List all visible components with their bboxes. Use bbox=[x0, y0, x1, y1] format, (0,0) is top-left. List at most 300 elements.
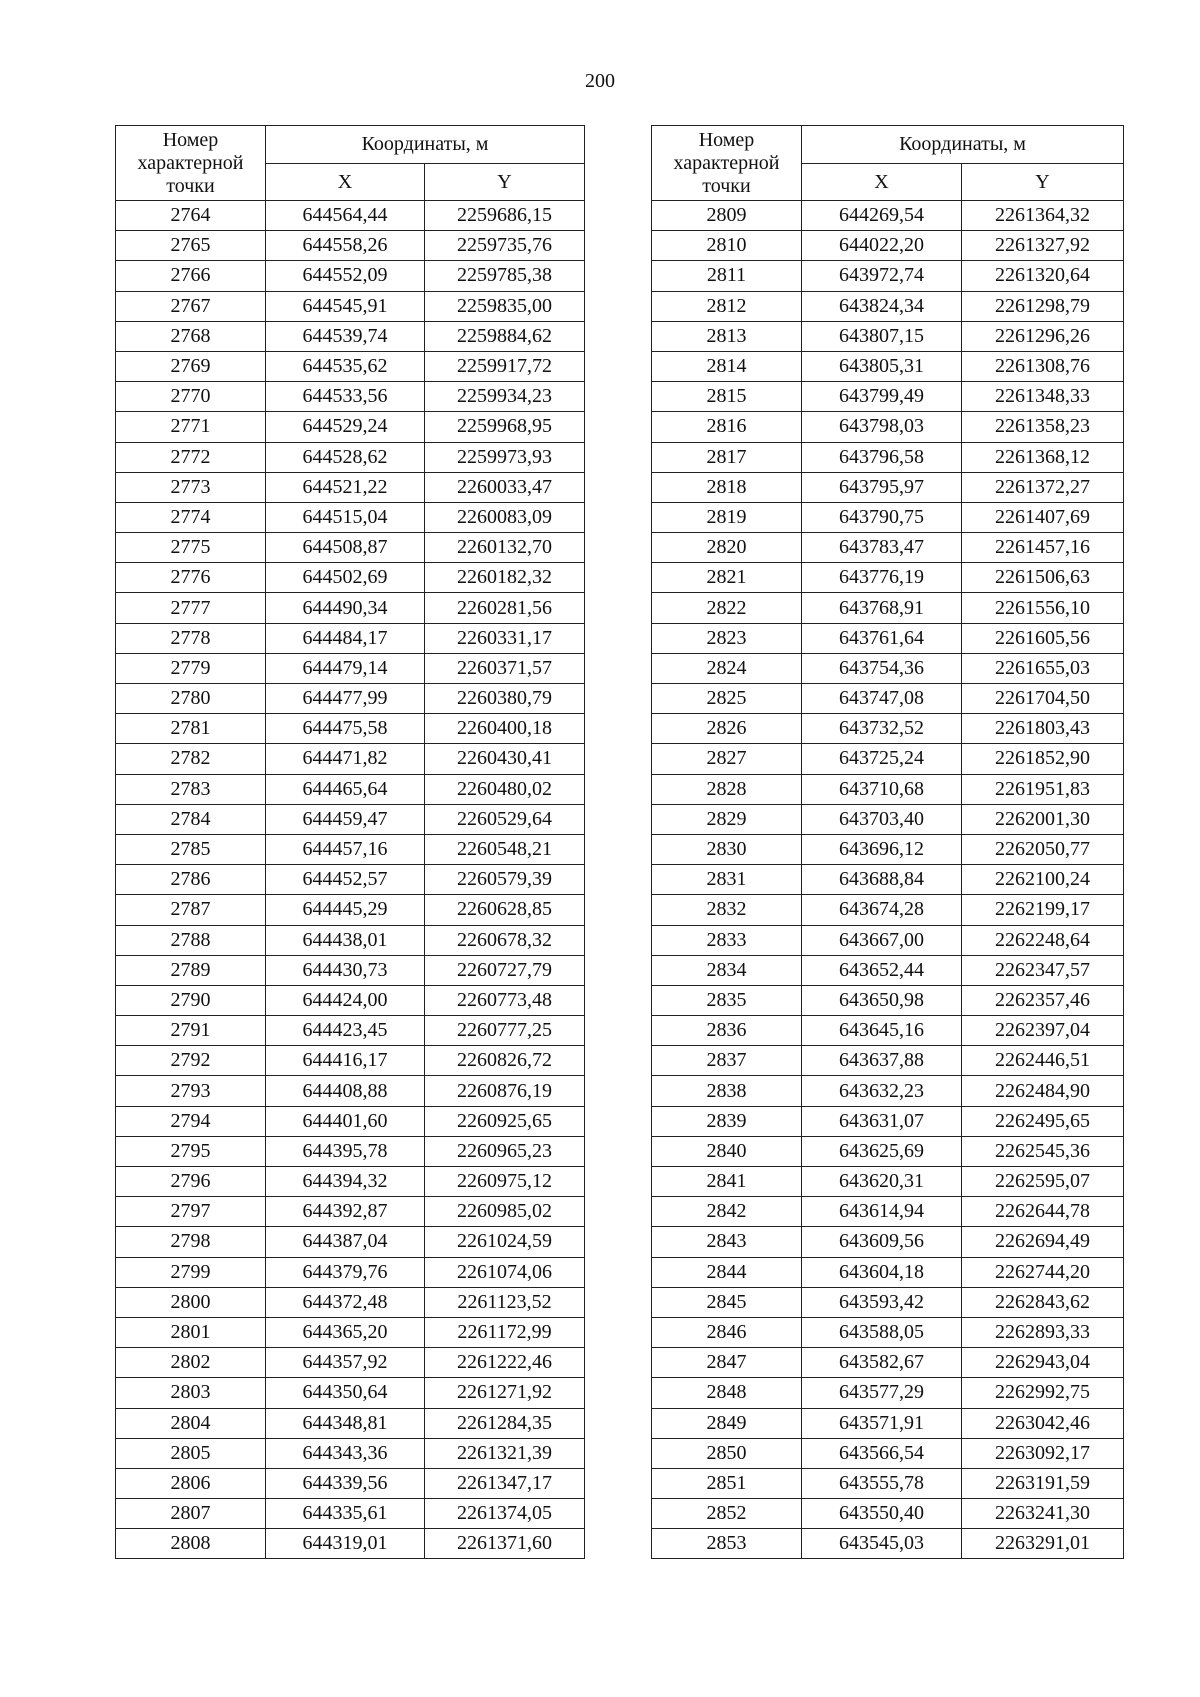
x-coordinate-cell: 644533,56 bbox=[266, 382, 425, 412]
table-row bbox=[652, 834, 1124, 864]
table-row bbox=[652, 1046, 1124, 1076]
x-coordinate-cell: 644401,60 bbox=[266, 1106, 425, 1136]
y-coordinate-cell: 2262545,36 bbox=[962, 1136, 1124, 1166]
point-number-cell: 2790 bbox=[116, 985, 266, 1015]
table-row bbox=[652, 563, 1124, 593]
table-row bbox=[652, 412, 1124, 442]
x-coordinate-cell: 644465,64 bbox=[266, 774, 425, 804]
y-coordinate-cell: 2261457,16 bbox=[962, 533, 1124, 563]
table-row bbox=[116, 623, 585, 653]
x-header: X bbox=[802, 164, 962, 201]
x-coordinate-cell: 644452,57 bbox=[266, 865, 425, 895]
y-coordinate-cell: 2262446,51 bbox=[962, 1046, 1124, 1076]
point-number-cell: 2843 bbox=[652, 1227, 802, 1257]
table-row bbox=[116, 684, 585, 714]
x-coordinate-cell: 643696,12 bbox=[802, 834, 962, 864]
table-row bbox=[652, 382, 1124, 412]
point-number-cell: 2808 bbox=[116, 1529, 266, 1559]
table-row bbox=[652, 1167, 1124, 1197]
point-number-cell: 2827 bbox=[652, 744, 802, 774]
table-row bbox=[116, 351, 585, 381]
point-number-cell: 2793 bbox=[116, 1076, 266, 1106]
y-coordinate-cell: 2259934,23 bbox=[425, 382, 585, 412]
table-row bbox=[652, 1257, 1124, 1287]
x-coordinate-cell: 644558,26 bbox=[266, 231, 425, 261]
y-coordinate-cell: 2259785,38 bbox=[425, 261, 585, 291]
y-coordinate-cell: 2261284,35 bbox=[425, 1408, 585, 1438]
y-coordinate-cell: 2261372,27 bbox=[962, 472, 1124, 502]
x-coordinate-cell: 643652,44 bbox=[802, 955, 962, 985]
x-coordinate-cell: 643674,28 bbox=[802, 895, 962, 925]
y-coordinate-cell: 2261024,59 bbox=[425, 1227, 585, 1257]
x-coordinate-cell: 643725,24 bbox=[802, 744, 962, 774]
x-coordinate-cell: 644392,87 bbox=[266, 1197, 425, 1227]
point-number-cell: 2851 bbox=[652, 1468, 802, 1498]
y-coordinate-cell: 2263191,59 bbox=[962, 1468, 1124, 1498]
y-coordinate-cell: 2262100,24 bbox=[962, 865, 1124, 895]
table-row bbox=[116, 1197, 585, 1227]
point-number-cell: 2826 bbox=[652, 714, 802, 744]
point-number-cell: 2777 bbox=[116, 593, 266, 623]
table-row bbox=[652, 291, 1124, 321]
y-coordinate-cell: 2260331,17 bbox=[425, 623, 585, 653]
table-row bbox=[116, 653, 585, 683]
table-row bbox=[652, 623, 1124, 653]
table-row bbox=[652, 985, 1124, 1015]
point-number-cell: 2814 bbox=[652, 351, 802, 381]
table-row bbox=[116, 1468, 585, 1498]
x-coordinate-cell: 644502,69 bbox=[266, 563, 425, 593]
point-number-cell: 2838 bbox=[652, 1076, 802, 1106]
x-coordinate-cell: 643795,97 bbox=[802, 472, 962, 502]
point-number-cell: 2836 bbox=[652, 1016, 802, 1046]
y-coordinate-cell: 2260430,41 bbox=[425, 744, 585, 774]
table-row bbox=[116, 382, 585, 412]
x-coordinate-cell: 644350,64 bbox=[266, 1378, 425, 1408]
y-coordinate-cell: 2263042,46 bbox=[962, 1408, 1124, 1438]
point-number-cell: 2839 bbox=[652, 1106, 802, 1136]
y-coordinate-cell: 2261364,32 bbox=[962, 201, 1124, 231]
y-coordinate-cell: 2261348,33 bbox=[962, 382, 1124, 412]
table-row bbox=[652, 895, 1124, 925]
table-row bbox=[116, 1499, 585, 1529]
x-coordinate-cell: 644459,47 bbox=[266, 804, 425, 834]
table-row bbox=[116, 261, 585, 291]
y-coordinate-cell: 2262843,62 bbox=[962, 1287, 1124, 1317]
point-number-cell: 2849 bbox=[652, 1408, 802, 1438]
point-number-cell: 2773 bbox=[116, 472, 266, 502]
point-number-cell: 2787 bbox=[116, 895, 266, 925]
y-coordinate-cell: 2263241,30 bbox=[962, 1499, 1124, 1529]
point-number-cell: 2795 bbox=[116, 1136, 266, 1166]
y-coordinate-cell: 2261803,43 bbox=[962, 714, 1124, 744]
point-number-cell: 2823 bbox=[652, 623, 802, 653]
table-row bbox=[116, 865, 585, 895]
y-coordinate-cell: 2260876,19 bbox=[425, 1076, 585, 1106]
y-coordinate-cell: 2261605,56 bbox=[962, 623, 1124, 653]
table-row bbox=[652, 955, 1124, 985]
y-coordinate-cell: 2261123,52 bbox=[425, 1287, 585, 1317]
coordinates-header: Координаты, м bbox=[266, 126, 585, 164]
x-coordinate-cell: 644484,17 bbox=[266, 623, 425, 653]
x-coordinate-cell: 643650,98 bbox=[802, 985, 962, 1015]
y-coordinate-cell: 2262943,04 bbox=[962, 1348, 1124, 1378]
y-coordinate-cell: 2262992,75 bbox=[962, 1378, 1124, 1408]
table-row bbox=[116, 1136, 585, 1166]
table-row bbox=[652, 1378, 1124, 1408]
coordinates-header: Координаты, м bbox=[802, 126, 1124, 164]
y-coordinate-cell: 2261320,64 bbox=[962, 261, 1124, 291]
y-coordinate-cell: 2262248,64 bbox=[962, 925, 1124, 955]
table-header bbox=[116, 126, 585, 201]
y-coordinate-cell: 2262357,46 bbox=[962, 985, 1124, 1015]
point-number-cell: 2842 bbox=[652, 1197, 802, 1227]
point-number-cell: 2824 bbox=[652, 653, 802, 683]
x-coordinate-cell: 643776,19 bbox=[802, 563, 962, 593]
y-coordinate-cell: 2261506,63 bbox=[962, 563, 1124, 593]
table-row bbox=[652, 1529, 1124, 1559]
table-row bbox=[652, 502, 1124, 532]
x-coordinate-cell: 644339,56 bbox=[266, 1468, 425, 1498]
y-coordinate-cell: 2261327,92 bbox=[962, 231, 1124, 261]
point-number-cell: 2767 bbox=[116, 291, 266, 321]
coordinates-table-right bbox=[651, 125, 1124, 1559]
y-coordinate-cell: 2259686,15 bbox=[425, 201, 585, 231]
x-coordinate-cell: 644416,17 bbox=[266, 1046, 425, 1076]
table-row bbox=[652, 1197, 1124, 1227]
point-number-cell: 2845 bbox=[652, 1287, 802, 1317]
y-coordinate-cell: 2260529,64 bbox=[425, 804, 585, 834]
table-row bbox=[116, 744, 585, 774]
x-coordinate-cell: 643790,75 bbox=[802, 502, 962, 532]
point-number-cell: 2821 bbox=[652, 563, 802, 593]
page-number: 200 bbox=[585, 70, 615, 92]
y-coordinate-cell: 2261321,39 bbox=[425, 1438, 585, 1468]
x-coordinate-cell: 644357,92 bbox=[266, 1348, 425, 1378]
x-coordinate-cell: 643614,94 bbox=[802, 1197, 962, 1227]
point-number-cell: 2766 bbox=[116, 261, 266, 291]
x-coordinate-cell: 644552,09 bbox=[266, 261, 425, 291]
point-number-cell: 2800 bbox=[116, 1287, 266, 1317]
y-coordinate-cell: 2261347,17 bbox=[425, 1468, 585, 1498]
point-number-cell: 2781 bbox=[116, 714, 266, 744]
point-number-cell: 2770 bbox=[116, 382, 266, 412]
y-coordinate-cell: 2262484,90 bbox=[962, 1076, 1124, 1106]
table-row bbox=[652, 1106, 1124, 1136]
point-number-cell: 2788 bbox=[116, 925, 266, 955]
point-number-cell: 2774 bbox=[116, 502, 266, 532]
point-number-cell: 2789 bbox=[116, 955, 266, 985]
point-number-cell: 2782 bbox=[116, 744, 266, 774]
y-coordinate-cell: 2260132,70 bbox=[425, 533, 585, 563]
table-row bbox=[652, 321, 1124, 351]
point-number-cell: 2794 bbox=[116, 1106, 266, 1136]
y-coordinate-cell: 2260548,21 bbox=[425, 834, 585, 864]
point-number-cell: 2804 bbox=[116, 1408, 266, 1438]
point-number-cell: 2803 bbox=[116, 1378, 266, 1408]
y-coordinate-cell: 2260033,47 bbox=[425, 472, 585, 502]
point-number-cell: 2828 bbox=[652, 774, 802, 804]
y-coordinate-cell: 2262744,20 bbox=[962, 1257, 1124, 1287]
y-coordinate-cell: 2260925,65 bbox=[425, 1106, 585, 1136]
table-row bbox=[116, 1257, 585, 1287]
x-coordinate-cell: 643710,68 bbox=[802, 774, 962, 804]
point-number-cell: 2792 bbox=[116, 1046, 266, 1076]
table-row bbox=[652, 1317, 1124, 1347]
x-coordinate-cell: 643609,56 bbox=[802, 1227, 962, 1257]
x-coordinate-cell: 644528,62 bbox=[266, 442, 425, 472]
x-coordinate-cell: 643688,84 bbox=[802, 865, 962, 895]
y-coordinate-cell: 2260371,57 bbox=[425, 653, 585, 683]
x-coordinate-cell: 644423,45 bbox=[266, 1016, 425, 1046]
table-row bbox=[116, 412, 585, 442]
x-coordinate-cell: 644343,36 bbox=[266, 1438, 425, 1468]
y-coordinate-cell: 2260727,79 bbox=[425, 955, 585, 985]
x-coordinate-cell: 644479,14 bbox=[266, 653, 425, 683]
point-number-cell: 2853 bbox=[652, 1529, 802, 1559]
table-row bbox=[116, 804, 585, 834]
table-row bbox=[652, 653, 1124, 683]
table-row bbox=[116, 533, 585, 563]
y-coordinate-cell: 2261222,46 bbox=[425, 1348, 585, 1378]
table-row bbox=[116, 1016, 585, 1046]
x-coordinate-cell: 644477,99 bbox=[266, 684, 425, 714]
x-coordinate-cell: 644564,44 bbox=[266, 201, 425, 231]
table-row bbox=[116, 834, 585, 864]
table-row bbox=[116, 291, 585, 321]
x-coordinate-cell: 643761,64 bbox=[802, 623, 962, 653]
x-coordinate-cell: 644365,20 bbox=[266, 1317, 425, 1347]
table-row bbox=[652, 714, 1124, 744]
table-row bbox=[652, 1136, 1124, 1166]
table-row bbox=[652, 442, 1124, 472]
table-row bbox=[652, 684, 1124, 714]
y-coordinate-cell: 2260975,12 bbox=[425, 1167, 585, 1197]
table-row bbox=[116, 1378, 585, 1408]
y-coordinate-cell: 2263092,17 bbox=[962, 1438, 1124, 1468]
y-coordinate-cell: 2261704,50 bbox=[962, 684, 1124, 714]
y-coordinate-cell: 2259835,00 bbox=[425, 291, 585, 321]
y-coordinate-cell: 2259973,93 bbox=[425, 442, 585, 472]
point-number-cell: 2764 bbox=[116, 201, 266, 231]
x-coordinate-cell: 643768,91 bbox=[802, 593, 962, 623]
x-coordinate-cell: 644508,87 bbox=[266, 533, 425, 563]
x-coordinate-cell: 644394,32 bbox=[266, 1167, 425, 1197]
x-header: X bbox=[266, 164, 425, 201]
y-coordinate-cell: 2261407,69 bbox=[962, 502, 1124, 532]
x-coordinate-cell: 644535,62 bbox=[266, 351, 425, 381]
y-coordinate-cell: 2259735,76 bbox=[425, 231, 585, 261]
table-row bbox=[652, 1408, 1124, 1438]
x-coordinate-cell: 644408,88 bbox=[266, 1076, 425, 1106]
x-coordinate-cell: 643798,03 bbox=[802, 412, 962, 442]
point-number-cell: 2835 bbox=[652, 985, 802, 1015]
x-coordinate-cell: 644515,04 bbox=[266, 502, 425, 532]
table-row bbox=[652, 351, 1124, 381]
table-row bbox=[116, 201, 585, 231]
table-row bbox=[116, 1076, 585, 1106]
point-number-cell: 2796 bbox=[116, 1167, 266, 1197]
point-number-cell: 2802 bbox=[116, 1348, 266, 1378]
table-row bbox=[652, 925, 1124, 955]
table-row bbox=[116, 1317, 585, 1347]
x-coordinate-cell: 643604,18 bbox=[802, 1257, 962, 1287]
y-coordinate-cell: 2261368,12 bbox=[962, 442, 1124, 472]
table-row bbox=[652, 865, 1124, 895]
point-number-header: Номер характерной точки bbox=[652, 126, 802, 201]
point-number-cell: 2809 bbox=[652, 201, 802, 231]
point-number-cell: 2775 bbox=[116, 533, 266, 563]
point-number-cell: 2822 bbox=[652, 593, 802, 623]
y-coordinate-cell: 2261308,76 bbox=[962, 351, 1124, 381]
x-coordinate-cell: 644438,01 bbox=[266, 925, 425, 955]
y-coordinate-cell: 2261358,23 bbox=[962, 412, 1124, 442]
point-number-cell: 2805 bbox=[116, 1438, 266, 1468]
table-row bbox=[116, 1348, 585, 1378]
x-coordinate-cell: 643588,05 bbox=[802, 1317, 962, 1347]
y-coordinate-cell: 2260826,72 bbox=[425, 1046, 585, 1076]
table-body bbox=[116, 201, 585, 1559]
y-coordinate-cell: 2261074,06 bbox=[425, 1257, 585, 1287]
x-coordinate-cell: 643566,54 bbox=[802, 1438, 962, 1468]
point-number-cell: 2769 bbox=[116, 351, 266, 381]
y-coordinate-cell: 2260628,85 bbox=[425, 895, 585, 925]
table-row bbox=[116, 925, 585, 955]
point-number-cell: 2811 bbox=[652, 261, 802, 291]
table-row bbox=[116, 714, 585, 744]
y-coordinate-cell: 2260965,23 bbox=[425, 1136, 585, 1166]
x-coordinate-cell: 643824,34 bbox=[802, 291, 962, 321]
table-row bbox=[116, 774, 585, 804]
x-coordinate-cell: 643783,47 bbox=[802, 533, 962, 563]
point-number-cell: 2833 bbox=[652, 925, 802, 955]
x-coordinate-cell: 644471,82 bbox=[266, 744, 425, 774]
point-number-cell: 2797 bbox=[116, 1197, 266, 1227]
y-coordinate-cell: 2262050,77 bbox=[962, 834, 1124, 864]
point-number-cell: 2765 bbox=[116, 231, 266, 261]
y-header: Y bbox=[962, 164, 1124, 201]
y-coordinate-cell: 2260400,18 bbox=[425, 714, 585, 744]
table-row bbox=[652, 1287, 1124, 1317]
y-header: Y bbox=[425, 164, 585, 201]
x-coordinate-cell: 644430,73 bbox=[266, 955, 425, 985]
x-coordinate-cell: 644379,76 bbox=[266, 1257, 425, 1287]
x-coordinate-cell: 644387,04 bbox=[266, 1227, 425, 1257]
y-coordinate-cell: 2260777,25 bbox=[425, 1016, 585, 1046]
point-number-cell: 2829 bbox=[652, 804, 802, 834]
point-number-cell: 2819 bbox=[652, 502, 802, 532]
y-coordinate-cell: 2261556,10 bbox=[962, 593, 1124, 623]
x-coordinate-cell: 643550,40 bbox=[802, 1499, 962, 1529]
table-row bbox=[116, 231, 585, 261]
x-coordinate-cell: 643631,07 bbox=[802, 1106, 962, 1136]
point-number-cell: 2818 bbox=[652, 472, 802, 502]
point-number-cell: 2813 bbox=[652, 321, 802, 351]
table-row bbox=[652, 1499, 1124, 1529]
x-coordinate-cell: 644545,91 bbox=[266, 291, 425, 321]
x-coordinate-cell: 643577,29 bbox=[802, 1378, 962, 1408]
table-row bbox=[652, 593, 1124, 623]
y-coordinate-cell: 2262001,30 bbox=[962, 804, 1124, 834]
table-row bbox=[652, 744, 1124, 774]
table-row bbox=[116, 985, 585, 1015]
point-number-cell: 2798 bbox=[116, 1227, 266, 1257]
point-number-cell: 2778 bbox=[116, 623, 266, 653]
x-coordinate-cell: 644539,74 bbox=[266, 321, 425, 351]
point-number-cell: 2810 bbox=[652, 231, 802, 261]
x-coordinate-cell: 643545,03 bbox=[802, 1529, 962, 1559]
table-row bbox=[652, 472, 1124, 502]
y-coordinate-cell: 2259917,72 bbox=[425, 351, 585, 381]
x-coordinate-cell: 643754,36 bbox=[802, 653, 962, 683]
x-coordinate-cell: 644395,78 bbox=[266, 1136, 425, 1166]
table-row bbox=[116, 321, 585, 351]
point-number-cell: 2806 bbox=[116, 1468, 266, 1498]
y-coordinate-cell: 2260773,48 bbox=[425, 985, 585, 1015]
table-row bbox=[116, 1167, 585, 1197]
x-coordinate-cell: 643667,00 bbox=[802, 925, 962, 955]
point-number-cell: 2771 bbox=[116, 412, 266, 442]
point-number-cell: 2815 bbox=[652, 382, 802, 412]
y-coordinate-cell: 2259884,62 bbox=[425, 321, 585, 351]
y-coordinate-cell: 2263291,01 bbox=[962, 1529, 1124, 1559]
y-coordinate-cell: 2260678,32 bbox=[425, 925, 585, 955]
table-row bbox=[652, 1016, 1124, 1046]
point-number-cell: 2791 bbox=[116, 1016, 266, 1046]
point-number-cell: 2837 bbox=[652, 1046, 802, 1076]
x-coordinate-cell: 644269,54 bbox=[802, 201, 962, 231]
x-coordinate-cell: 644445,29 bbox=[266, 895, 425, 925]
x-coordinate-cell: 643972,74 bbox=[802, 261, 962, 291]
point-number-cell: 2852 bbox=[652, 1499, 802, 1529]
point-number-cell: 2850 bbox=[652, 1438, 802, 1468]
y-coordinate-cell: 2262694,49 bbox=[962, 1227, 1124, 1257]
point-number-cell: 2831 bbox=[652, 865, 802, 895]
point-number-cell: 2785 bbox=[116, 834, 266, 864]
y-coordinate-cell: 2262397,04 bbox=[962, 1016, 1124, 1046]
x-coordinate-cell: 643620,31 bbox=[802, 1167, 962, 1197]
table-row bbox=[116, 1287, 585, 1317]
x-coordinate-cell: 643637,88 bbox=[802, 1046, 962, 1076]
coordinates-table-left bbox=[115, 125, 585, 1559]
y-coordinate-cell: 2262199,17 bbox=[962, 895, 1124, 925]
point-number-cell: 2784 bbox=[116, 804, 266, 834]
point-number-header: Номер характерной точки bbox=[116, 126, 266, 201]
y-coordinate-cell: 2261374,05 bbox=[425, 1499, 585, 1529]
table-row bbox=[116, 593, 585, 623]
point-number-cell: 2799 bbox=[116, 1257, 266, 1287]
x-coordinate-cell: 643593,42 bbox=[802, 1287, 962, 1317]
y-coordinate-cell: 2261852,90 bbox=[962, 744, 1124, 774]
point-number-cell: 2846 bbox=[652, 1317, 802, 1347]
table-row bbox=[116, 1106, 585, 1136]
x-coordinate-cell: 644529,24 bbox=[266, 412, 425, 442]
table-row bbox=[652, 804, 1124, 834]
table-row bbox=[652, 261, 1124, 291]
y-coordinate-cell: 2261298,79 bbox=[962, 291, 1124, 321]
y-coordinate-cell: 2259968,95 bbox=[425, 412, 585, 442]
point-number-cell: 2807 bbox=[116, 1499, 266, 1529]
x-coordinate-cell: 644490,34 bbox=[266, 593, 425, 623]
x-coordinate-cell: 644022,20 bbox=[802, 231, 962, 261]
table-row bbox=[652, 231, 1124, 261]
y-coordinate-cell: 2260579,39 bbox=[425, 865, 585, 895]
x-coordinate-cell: 643582,67 bbox=[802, 1348, 962, 1378]
y-coordinate-cell: 2261296,26 bbox=[962, 321, 1124, 351]
y-coordinate-cell: 2260083,09 bbox=[425, 502, 585, 532]
x-coordinate-cell: 643645,16 bbox=[802, 1016, 962, 1046]
x-coordinate-cell: 643632,23 bbox=[802, 1076, 962, 1106]
